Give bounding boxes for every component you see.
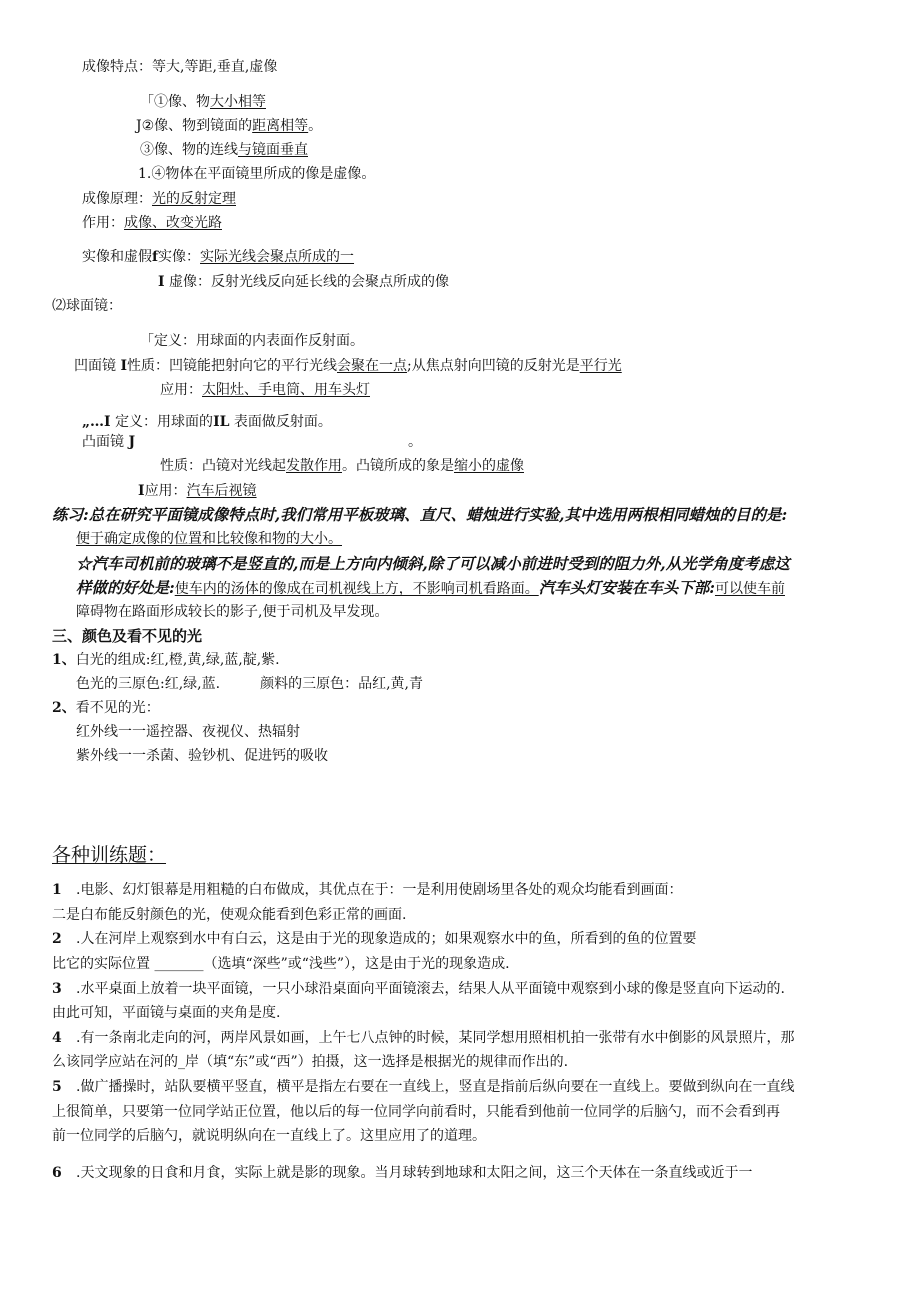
exercise-2-line-1 xyxy=(52,930,696,948)
exercise-6-line-1 xyxy=(52,1164,752,1182)
sphere-heading: ⑵球面镜： xyxy=(52,298,122,314)
exercise-2-line-2 xyxy=(52,955,510,973)
exercise-text: .天文现象的日食和月食，实际上就是影的现象。当月球转到地球和太阳之间，这三个天体在一条直线或近于一 xyxy=(76,1165,753,1181)
practice-line-4: 样做的好处是:使车内的汤体的像成在司机视线上方，不影响司机看路面。汽车头灯安装在车头下部:可以使车前 xyxy=(76,578,785,597)
exercise-5-line-3 xyxy=(52,1127,486,1145)
exercise-4-line-2 xyxy=(52,1053,568,1071)
exercise-text: 由此可知，平面镜与桌面的夹角是度. xyxy=(52,1005,281,1021)
exercise-4-line-1 xyxy=(52,1029,794,1047)
concave-property: 凹面镜 I性质：凹镜能把射向它的平行光线会聚在一点;从焦点射向凹镜的反射光是平行光 xyxy=(74,358,622,374)
exercise-text: 么该同学应站在河的_岸（填“东”或“西”）拍摄，这一选择是根据光的规律而作出的. xyxy=(52,1054,569,1070)
infrared-line: 红外线一一遥控器、夜视仪、热辐射 xyxy=(76,724,300,740)
exercise-5-line-1 xyxy=(52,1078,794,1096)
practice-line-1: 练习:总在研究平面镜成像特点时,我们常用平板玻璃、直尺、蜡烛进行实验,其中选用两根相同蜡烛的目的是: xyxy=(52,505,788,524)
concave-definition: 「定义：用球面的内表面作反射面。 xyxy=(140,333,364,349)
exercise-text: .做广播操时，站队要横平竖直，横平是指左右要在一直线上，竖直是指前后纵向要在一直线上。要做到纵向在一直线 xyxy=(76,1079,795,1095)
point-3: ③像、物的连线与镜面垂直 xyxy=(140,142,308,158)
exercise-number: 2 xyxy=(52,931,62,947)
ultraviolet-line: 紫外线一一杀菌、验钞机、促进钙的吸收 xyxy=(76,748,328,764)
exercise-number: 3 xyxy=(52,981,62,997)
concave-application: 应用：太阳灶、手电筒、用车头灯 xyxy=(160,382,370,398)
exercise-1-line-1 xyxy=(52,881,682,899)
point-2: J②像、物到镜面的距离相等。 xyxy=(136,118,323,134)
point-1: 「①像、物大小相等 xyxy=(140,94,266,110)
exercise-text: 二是白布能反射颜色的光，使观众能看到色彩正常的画面. xyxy=(52,907,407,923)
convex-definition: „…I 定义：用球面的IL 表面做反射面。 xyxy=(82,414,332,430)
real-image-line: 实像和虚假f实像：实际光线会聚点所成的一 xyxy=(82,249,355,265)
exercise-text: .电影、幻灯银幕是用粗糙的白布做成，其优点在于：一是利用使剧场里各处的观众均能看到画面： xyxy=(76,882,683,898)
principle-line: 成像原理：光的反射定理 xyxy=(82,191,236,207)
virtual-image-line: I 虚像：反射光线反向延长线的会聚点所成的像 xyxy=(158,274,450,290)
convex-application: I应用：汽车后视镜 xyxy=(138,483,257,499)
exercise-text: 上很简单，只要第一位同学站正位置，他以后的每一位同学向前看时，只能看到他前一位同学的后脑勺，而不会看到再 xyxy=(52,1104,780,1120)
convex-property: 性质：凸镜对光线起发散作用。凸镜所成的象是缩小的虚像 xyxy=(160,458,524,474)
practice-line-2: 便于确定成像的位置和比较像和物的大小。 xyxy=(76,531,342,547)
features-line: 成像特点：等大,等距,垂直,虚像 xyxy=(82,59,278,75)
convex-name: 凸面镜 J xyxy=(82,434,136,450)
practice-line-5: 障碍物在路面形成较长的影子,便于司机及早发现。 xyxy=(76,604,389,620)
exercise-3-line-2 xyxy=(52,1004,280,1022)
exercise-number: 6 xyxy=(52,1165,62,1181)
color-item-2: 2、看不见的光： xyxy=(52,700,160,716)
point-4: 1.④物体在平面镜里所成的像是虚像。 xyxy=(138,166,376,182)
exercise-number: 5 xyxy=(52,1079,62,1095)
convex-dot: 。 xyxy=(408,434,422,450)
exercise-text: .水平桌面上放着一块平面镜，一只小球沿桌面向平面镜滚去，结果人从平面镜中观察到小球的像是竖直向下运动的. xyxy=(76,981,785,997)
exercise-number: 1 xyxy=(52,882,62,898)
exercise-text: 比它的实际位置 _______（选填“深些”或“浅些”），这是由于光的现象造成. xyxy=(52,956,510,972)
use-line: 作用：成像、改变光路 xyxy=(82,215,222,231)
exercise-1-line-2 xyxy=(52,906,406,924)
exercise-text: .人在河岸上观察到水中有白云，这是由于光的现象造成的；如果观察水中的鱼，所看到的鱼的位置要 xyxy=(76,931,697,947)
exercise-text: .有一条南北走向的河，两岸风景如画，上午七八点钟的时候，某同学想用照相机拍一张带有水中倒影的风景照片，那 xyxy=(76,1030,795,1046)
exercise-3-line-1 xyxy=(52,980,785,998)
exercise-5-line-2 xyxy=(52,1103,780,1121)
primary-colors: 色光的三原色:红,绿,蓝. 颜料的三原色：品红,黄,青 xyxy=(76,676,423,692)
exercises-heading: 各种训练题： xyxy=(52,844,167,866)
exercise-number: 4 xyxy=(52,1030,62,1046)
exercise-text: 前一位同学的后脑勺，就说明纵向在一直线上了。这里应用了的道理。 xyxy=(52,1128,486,1144)
color-item-1: 1、白光的组成:红,橙,黄,绿,蓝,靛,紫. xyxy=(52,652,280,668)
practice-line-3: ☆汽车司机前的玻璃不是竖直的,而是上方向内倾斜,除了可以减小前进时受到的阻力外,从光学角度考虑这 xyxy=(76,554,790,573)
color-heading: 三、颜色及看不见的光 xyxy=(52,627,203,645)
